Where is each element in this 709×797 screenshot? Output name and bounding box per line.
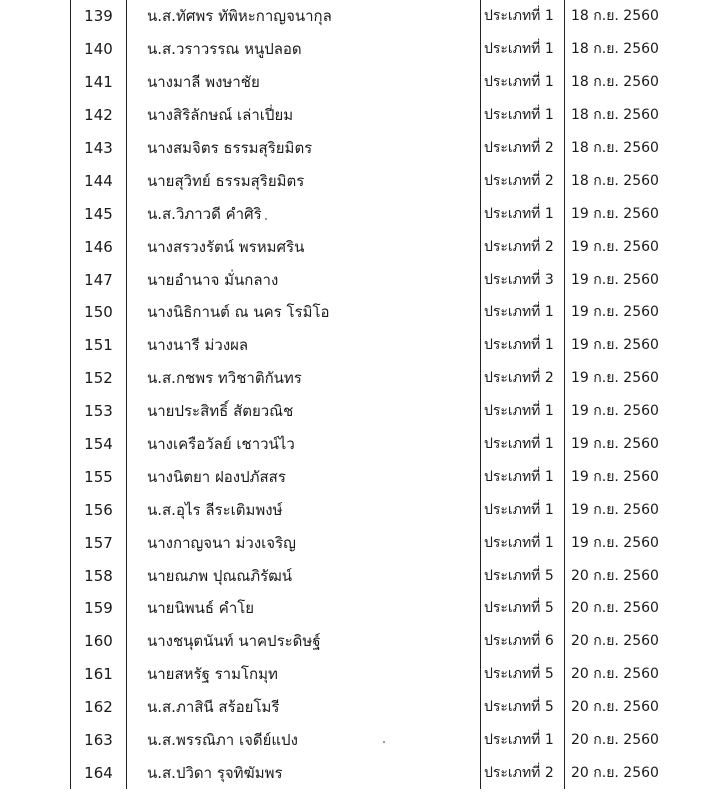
category-type: ประเภทที่ 1 [481,526,565,559]
row-number: 155 [71,460,127,493]
record-date: 19 ก.ย. 2560 [571,436,659,453]
category-type: ประเภทที่ 1 [481,493,565,526]
category-type: ประเภทที่ 5 [481,559,565,592]
row-number: 161 [71,658,127,691]
table-row [71,460,668,493]
record-date: 18 ก.ย. 2560 [571,107,659,124]
record-date: 19 ก.ย. 2560 [571,271,659,288]
row-number: 142 [71,99,127,132]
scan-speck [383,741,385,743]
row-number: 152 [71,362,127,395]
person-name: นางเครือวัลย์ เชาวน์ไว [127,428,481,461]
row-number: 164 [71,756,127,789]
record-date: 20 ก.ย. 2560 [571,633,659,650]
record-date: 20 ก.ย. 2560 [571,600,659,617]
table-row [71,164,668,197]
row-number: 139 [71,0,127,33]
person-name: นางนารี ม่วงผล [127,329,481,362]
person-name: นางสิริลักษณ์ เล่าเปี่ยม [127,99,481,132]
row-number: 146 [71,230,127,263]
row-number: 157 [71,526,127,559]
table-row [71,428,668,461]
category-type: ประเภทที่ 1 [481,33,565,66]
person-name: น.ส.วิภาวดี คำศิริ [127,197,481,230]
table-row [71,33,668,66]
row-number: 159 [71,592,127,625]
category-type: ประเภทที่ 1 [481,197,565,230]
table-row [71,625,668,658]
category-type: ประเภทที่ 1 [481,395,565,428]
scan-speck [265,218,267,220]
records-table [70,0,668,789]
table-row [71,658,668,691]
record-date: 19 ก.ย. 2560 [571,370,659,387]
row-number: 150 [71,296,127,329]
person-name: นางสมจิตร ธรรมสุริยมิตร [127,132,481,165]
person-name: นายประสิทธิ์ สัตยวณิช [127,395,481,428]
table-row [71,296,668,329]
category-type: ประเภทที่ 5 [481,691,565,724]
row-number: 156 [71,493,127,526]
record-date: 20 ก.ย. 2560 [571,764,659,781]
row-number: 147 [71,263,127,296]
person-name: น.ส.พรรณิภา เจดีย์แปง [127,724,481,757]
row-number: 153 [71,395,127,428]
person-name: นางนิตยา ฝองปภัสสร [127,460,481,493]
person-name: นางสรวงรัตน์ พรหมศริน [127,230,481,263]
row-number: 141 [71,66,127,99]
row-number: 162 [71,691,127,724]
record-date: 19 ก.ย. 2560 [571,337,659,354]
person-name: นายสหรัฐ รามโกมุท [127,658,481,691]
table-row [71,197,668,230]
category-type: ประเภทที่ 1 [481,460,565,493]
category-type: ประเภทที่ 5 [481,592,565,625]
person-name: น.ส.กชพร ทวิชาติกันทร [127,362,481,395]
category-type: ประเภทที่ 2 [481,756,565,789]
table-row [71,362,668,395]
record-date: 19 ก.ย. 2560 [571,534,659,551]
category-type: ประเภทที่ 2 [481,362,565,395]
row-number: 140 [71,33,127,66]
table-row [71,724,668,757]
person-name: นางนิธิกานต์ ณ นคร โรมิโอ [127,296,481,329]
record-date: 19 ก.ย. 2560 [571,468,659,485]
table-row [71,559,668,592]
person-name: นายนิพนธ์ คำโย [127,592,481,625]
record-date: 18 ก.ย. 2560 [571,172,659,189]
record-date: 19 ก.ย. 2560 [571,205,659,222]
row-number: 145 [71,197,127,230]
table-row [71,329,668,362]
category-type: ประเภทที่ 2 [481,230,565,263]
category-type: ประเภทที่ 2 [481,164,565,197]
table-row [71,99,668,132]
record-date: 20 ก.ย. 2560 [571,699,659,716]
person-name: นางชนุตนันท์ นาคประดิษฐ์ [127,625,481,658]
record-date: 18 ก.ย. 2560 [571,74,659,91]
person-name: นายสุวิทย์ ธรรมสุริยมิตร [127,164,481,197]
row-number: 160 [71,625,127,658]
category-type: ประเภทที่ 1 [481,99,565,132]
record-date: 20 ก.ย. 2560 [571,666,659,683]
person-name: นางกาญจนา ม่วงเจริญ [127,526,481,559]
record-date: 20 ก.ย. 2560 [571,567,659,584]
category-type: ประเภทที่ 1 [481,329,565,362]
row-number: 154 [71,428,127,461]
person-name: นางมาลี พงษาชัย [127,66,481,99]
table-row [71,0,668,33]
category-type: ประเภทที่ 3 [481,263,565,296]
table-row [71,230,668,263]
table-row [71,66,668,99]
table-row [71,592,668,625]
record-date: 18 ก.ย. 2560 [571,140,659,156]
category-type: ประเภทที่ 1 [481,428,565,461]
table-row [71,756,668,789]
category-type: ประเภทที่ 2 [481,132,565,165]
records-body [71,0,668,789]
category-type: ประเภทที่ 1 [481,724,565,757]
row-number: 158 [71,559,127,592]
person-name: น.ส.ภาสินี สร้อยโมรี [127,691,481,724]
person-name: น.ส.อุไร ลีระเติมพงษ์ [127,493,481,526]
record-date: 19 ก.ย. 2560 [571,304,659,321]
row-number: 151 [71,329,127,362]
record-date: 19 ก.ย. 2560 [571,501,659,518]
table-row [71,526,668,559]
record-date: 19 ก.ย. 2560 [571,403,659,420]
record-date: 19 ก.ย. 2560 [571,238,659,255]
record-date: 18 ก.ย. 2560 [571,41,659,58]
table-row [71,691,668,724]
table-row [71,493,668,526]
person-name: น.ส.ปวิดา รุจทิฆัมพร [127,756,481,789]
person-name: นายณภพ ปุณณภิรัฒน์ [127,559,481,592]
person-name: น.ส.วราวรรณ หนูปลอด [127,33,481,66]
table-row [71,263,668,296]
category-type: ประเภทที่ 5 [481,658,565,691]
category-type: ประเภทที่ 6 [481,625,565,658]
row-number: 144 [71,164,127,197]
person-name: นายอำนาจ มั่นกลาง [127,263,481,296]
record-date: 18 ก.ย. 2560 [571,8,659,25]
row-number: 143 [71,132,127,165]
table-row [71,395,668,428]
category-type: ประเภทที่ 1 [481,296,565,329]
category-type: ประเภทที่ 1 [481,0,565,33]
person-name: น.ส.ทัศพร ทัพิหะกาญจนากุล [127,0,481,33]
table-row [71,132,668,165]
record-date: 20 ก.ย. 2560 [571,732,659,749]
row-number: 163 [71,724,127,757]
category-type: ประเภทที่ 1 [481,66,565,99]
